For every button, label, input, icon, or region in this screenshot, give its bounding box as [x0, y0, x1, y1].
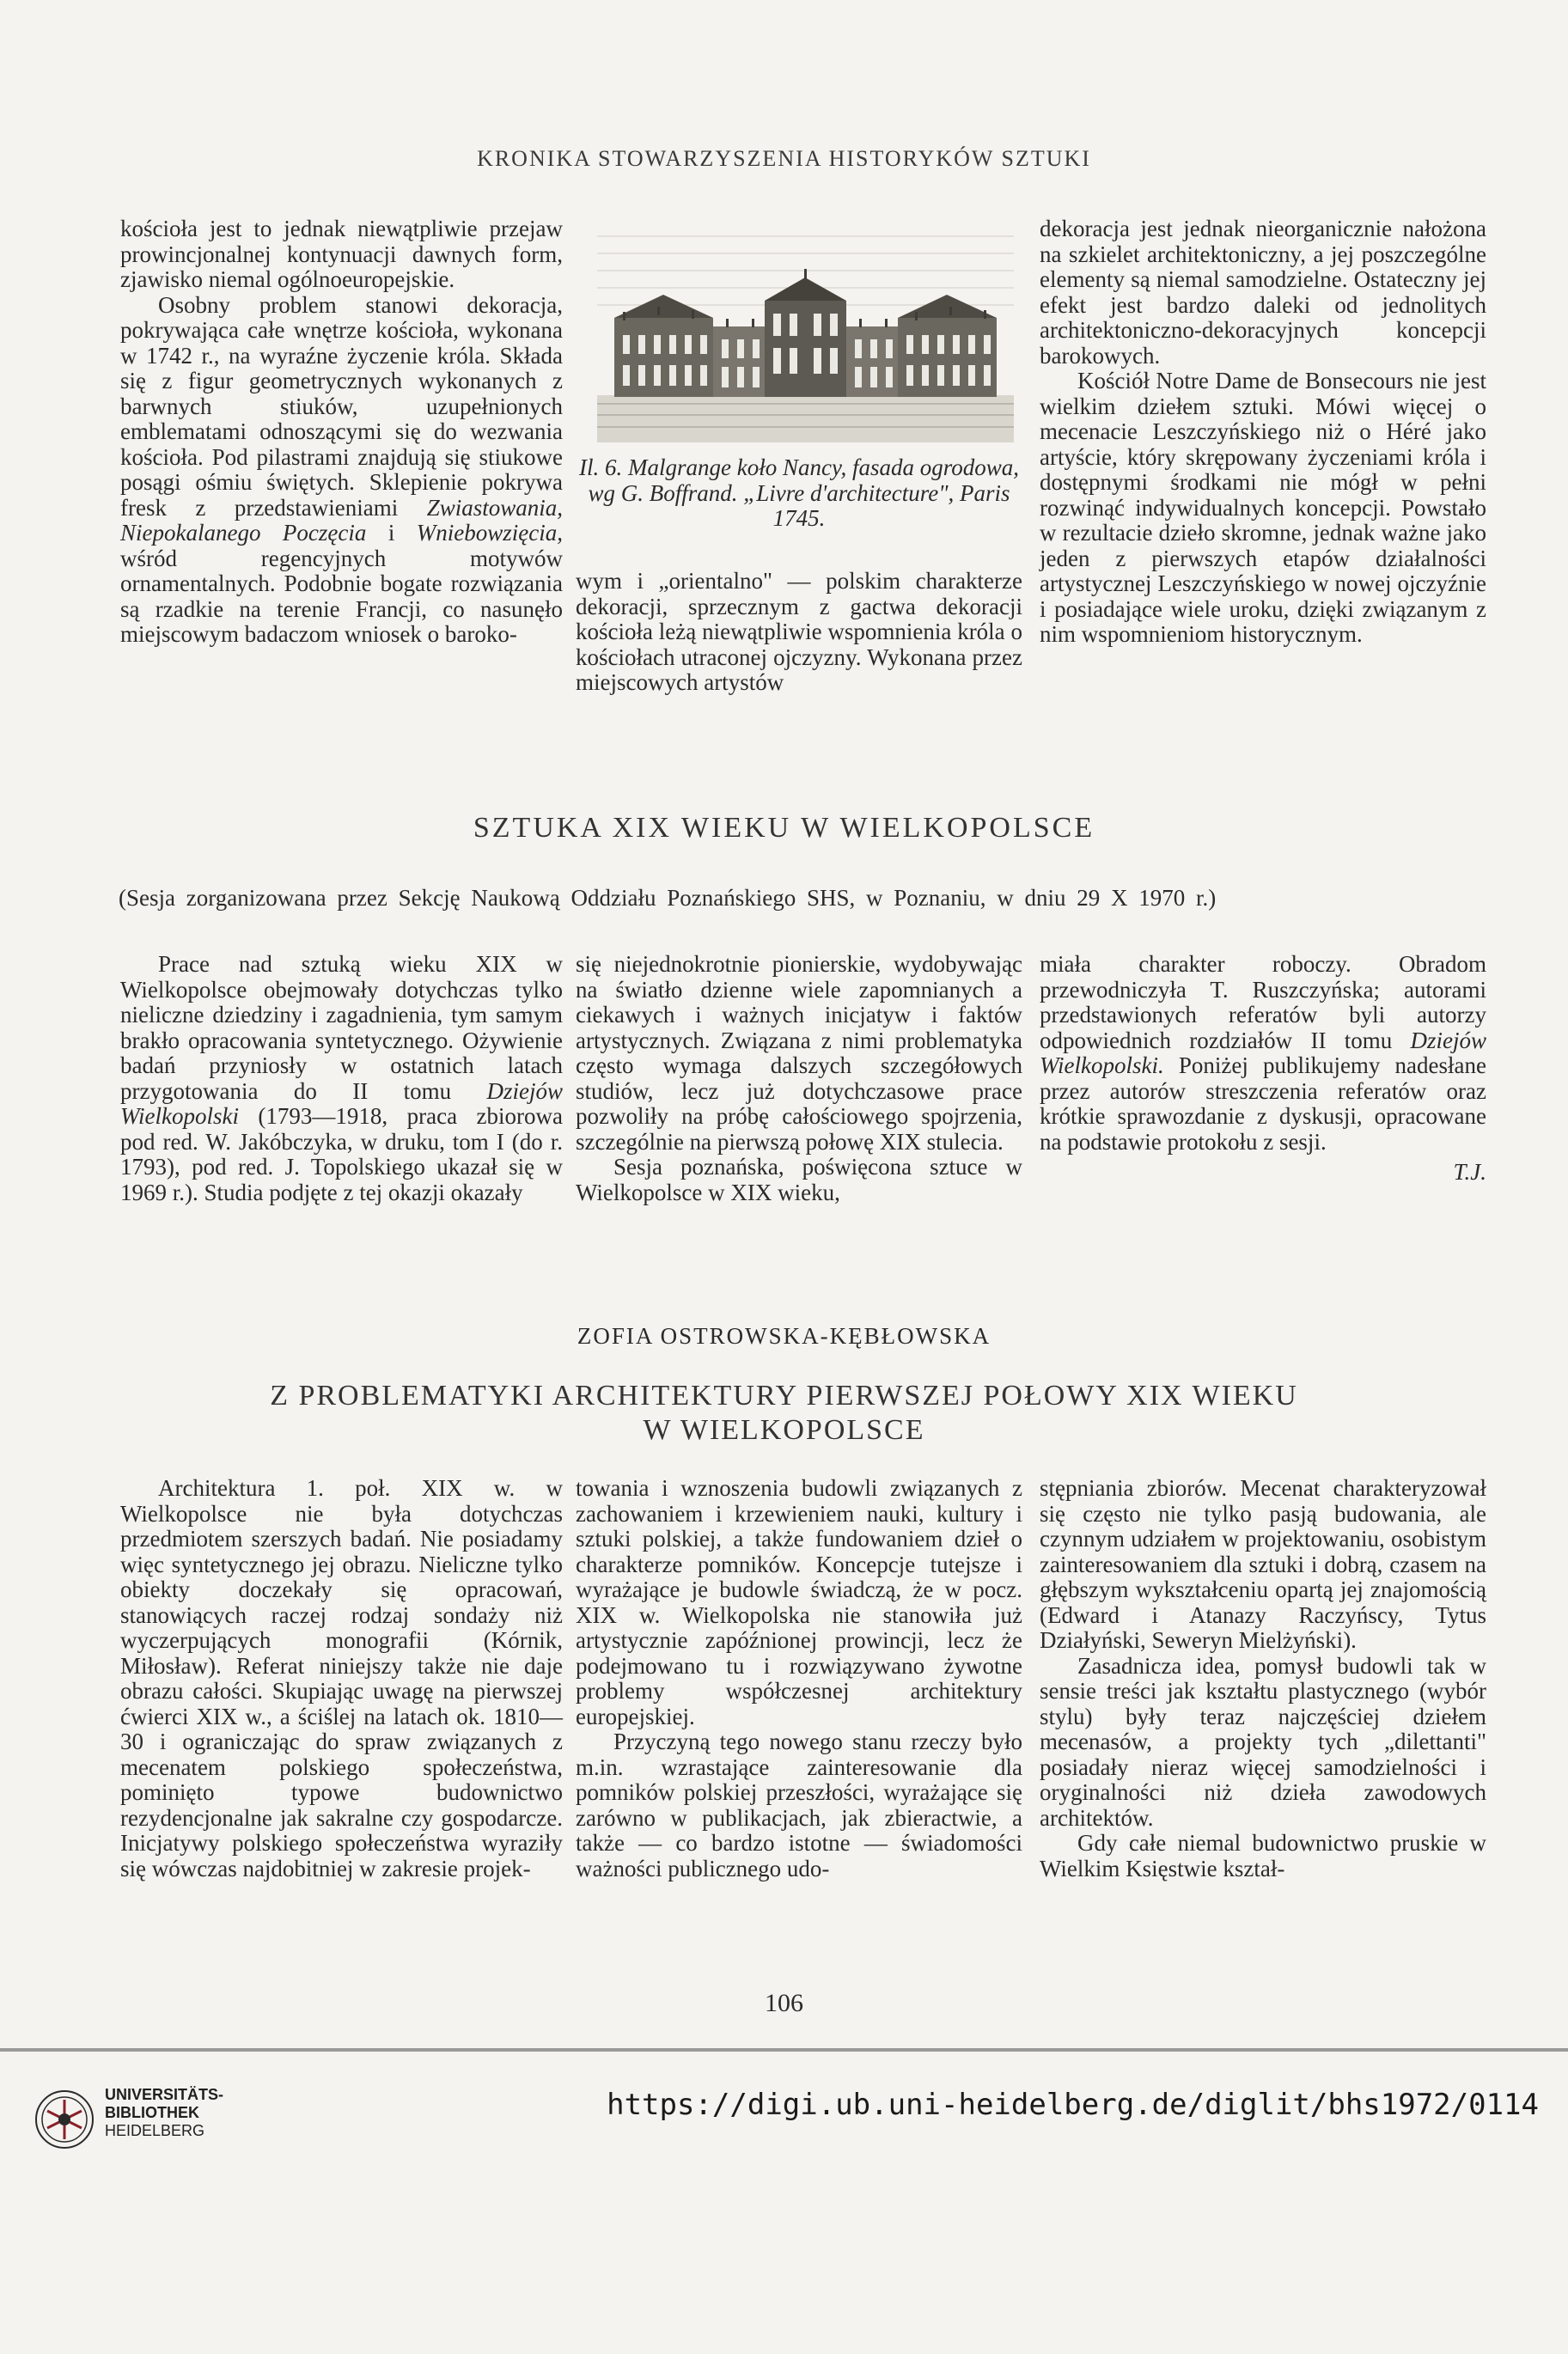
figure-malgrange-facade [597, 219, 1014, 447]
library-name-line: UNIVERSITÄTS- [105, 2086, 224, 2103]
text-column-left-article [120, 1476, 563, 1881]
paragraph: Architektura 1. poł. XIX w. w Wielkopolsce nie była dotychczas przedmiotem szerszych badań. Nie posiadamy więc syntetycznego jej obrazu. Nieliczne tylko obiekty doczekały się opracowań, stanowiących raczej rodzaj sondaży niż wyczerpujących monografii (Kórnik, Miłosław). Referat niniejszy także nie daje obrazu całości. Skupiając uwagę na pierwszej ćwierci XIX w., a ściślej na latach ok. 1810—30 i ograniczając do spraw związanych z mecenatem polskiego społeczeństwa, pominięto typowe budownictwo rezydencjonalne jak sakralne czy gospodarcze. Inicjatywy polskiego społeczeństwa wyraziły się wówczas najdobitniej w zakresie projek- [120, 1475, 563, 1881]
page-number: 106 [765, 1989, 803, 2017]
palace-engraving-illustration [597, 219, 1014, 447]
paragraph: dekoracja jest jednak nieorganicznie nałożona na szkielet architektoniczny, a jej poszczególne elementy są niemal samodzielne. Ostateczny jej efekt jest bardzo daleki od jednolitych architektoniczno-dekoracyjnych koncepcji barokowych. [1040, 216, 1486, 369]
text-column-right-top [1040, 216, 1486, 648]
text-column-right-article [1040, 1476, 1486, 1881]
running-head: KRONIKA STOWARZYSZENIA HISTORYKÓW SZTUKI [477, 146, 1091, 171]
text-column-middle-top [576, 569, 1022, 696]
library-name-line: BIBLIOTHEK [105, 2104, 199, 2121]
paragraph: kościoła jest to jednak niewątpliwie przejaw prowincjonalnej kontynuacji dawnych form, zjawisko niemal ogólnoeuropejskie. [120, 216, 563, 292]
article-title-line: W WIELKOPOLSCE [643, 1414, 925, 1446]
text-column-left-session [120, 952, 563, 1205]
source-url-link[interactable]: https://digi.ub.uni-heidelberg.de/diglit/bhs1972/0114 [607, 2088, 1539, 2122]
section-title: SZTUKA XIX WIEKU W WIELKOPOLSCE [473, 812, 1095, 844]
university-seal-icon [34, 2089, 95, 2150]
text-column-middle-article [576, 1476, 1022, 1881]
paragraph: Prace nad sztuką wieku XIX w Wielkopolsce obejmowały dotychczas tylko nieliczne dziedziny i zagadnienia, tym samym brakło opracowania syntetycznego. Ożywienie badań przyniosły w ostatnich latach przygotowania do II tomu Dziejów Wielkopolski (1793—1918, praca zbiorowa pod red. W. Jakóbczyka, w druku, tom I (do r. 1793), pod red. J. Topolskiego ukazał się w 1969 r.). Studia podjęte z tej okazji okazały [120, 951, 563, 1205]
paragraph: Przyczyną tego nowego stanu rzeczy było m.in. wzrastające zainteresowanie dla pomników polskiej przeszłości, wyrażające się zarówno w publikacjach, jak zbieractwie, a także — co bardzo istotne — świadomości ważności publicznego udo- [576, 1729, 1022, 1881]
text-column-right-session [1040, 952, 1486, 1186]
paragraph: stępniania zbiorów. Mecenat charakteryzował się często nie tylko pasją budowania, ale czynnym udziałem w projektowaniu, osobistym zainteresowaniem dla sztuki i dobrą, czasem na głębszym wykształceniu opartą jej znajomością (Edward i Atanazy Raczyńscy, Tytus Działyński, Seweryn Mielżyński). [1040, 1475, 1486, 1653]
paragraph: wym i „orientalno" — polskim charakterze dekoracji, sprzecznym z gactwa dekoracji kościoła leżą niewątpliwie wspomnienia króla o kościołach utraconej ojczyzny. Wykonana przez miejscowych artystów [576, 568, 1022, 695]
paragraph: Zasadnicza idea, pomysł budowli tak w sensie treści jak kształtu plastycznego (wybór stylu) były teraz najczęściej dziełem mecenasów, a projekty tych „dilettanti" posiadały nieraz więcej samodzielności i oryginalności niż dzieła zawodowych architektów. [1040, 1652, 1486, 1831]
article-author: ZOFIA OSTROWSKA-KĘBŁOWSKA [577, 1323, 991, 1349]
section-subtitle: (Sesja zorganizowana przez Sekcję Naukową Oddziału Poznańskiego SHS, w Poznaniu, w dniu 29 X 1970 r.) [119, 885, 1217, 911]
figure-caption: Il. 6. Malgrange koło Nancy, fasada ogrodowa, wg G. Boffrand. „Livre d'architecture", Paris 1745. [579, 454, 1019, 531]
text-column-left-top [120, 216, 563, 648]
footer-divider [0, 2048, 1568, 2052]
library-name-line: HEIDELBERG [105, 2122, 205, 2139]
paragraph: się niejednokrotnie pionierskie, wydobywając na światło dzienne wiele zapomnianych a ciekawych i ważnych inicjatyw i faktów artystycznych. Związana z nimi problematyka często wymaga dalszych szczegółowych studiów, lecz już dotychczasowe prace pozwoliły na próbę całościowego spojrzenia, szczególnie na pierwszą połowę XIX stulecia. [576, 951, 1022, 1155]
paragraph: Kościół Notre Dame de Bonsecours nie jest wielkim dziełem sztuki. Mówi więcej o mecenacie Leszczyńskiego niż o Héré jako artyście, który skrępowany życzeniami króla i dostępnymi środkami nie mógł w pełni rozwinąć indywidualnych koncepcji. Powstało w rezultacie dzieło skromne, jednak ważne jako jeden z pierwszych etapów działalności artystycznej Leszczyńskiego w nowej ojczyźnie i posiadające wiele uroku, dzięki związanym z nim wspomnieniom historycznym. [1040, 368, 1486, 647]
paragraph: Osobny problem stanowi dekoracja, pokrywająca całe wnętrze kościoła, wykonana w 1742 r., na wyraźne życzenie króla. Składa się z figur geometrycznych wykonanych z barwnych stiuków, uzupełnionych emblematami odnoszącymi się do wezwania kościoła. Pod pilastrami znajdują się stiukowe posągi ośmiu świętych. Sklepienie pokrywa fresk z przedstawieniami Zwiastowania, Niepokalanego Poczęcia i Wniebowzięcia, wśród regencyjnych motywów ornamentalnych. Podobnie bogate rozwiązania są rzadkie na terenie Francji, co nasunęło miejscowym badaczom wniosek o baroko- [120, 291, 563, 647]
paragraph: Gdy całe niemal budownictwo pruskie w Wielkim Księstwie kształ- [1040, 1830, 1486, 1881]
paragraph: towania i wznoszenia budowli związanych z zachowaniem i krzewieniem nauki, kultury i sztuki polskiej, a także fundowaniem dzieł o charakterze pomników. Koncepcje tutejsze i wyrażające je budowle świadczą, że w pocz. XIX w. Wielkopolska nie stanowiła już artystycznie zapóźnionej prowincji, lecz że podejmowano tu i rozwiązywano żywotne problemy współczesnej architektury europejskiej. [576, 1475, 1022, 1729]
article-title [0, 1379, 1568, 1448]
paragraph: miała charakter roboczy. Obradom przewodniczyła T. Ruszczyńska; autorami przedstawionych referatów byli autorzy odpowiednich rozdziałów II tomu Dziejów Wielkopolski. Poniżej publikujemy nadesłane przez autorów streszczenia referatów oraz krótkie sprawozdanie z dyskusji, opracowane na podstawie protokołu z sesji. [1040, 951, 1486, 1155]
text-column-middle-session [576, 952, 1022, 1205]
paragraph: Sesja poznańska, poświęcona sztuce w Wielkopolsce w XIX wieku, [576, 1154, 1022, 1205]
signature: T.J. [1453, 1159, 1486, 1185]
library-name [105, 2086, 223, 2140]
article-title-line: Z PROBLEMATYKI ARCHITEKTURY PIERWSZEJ POŁOWY XIX WIEKU [270, 1380, 1298, 1412]
